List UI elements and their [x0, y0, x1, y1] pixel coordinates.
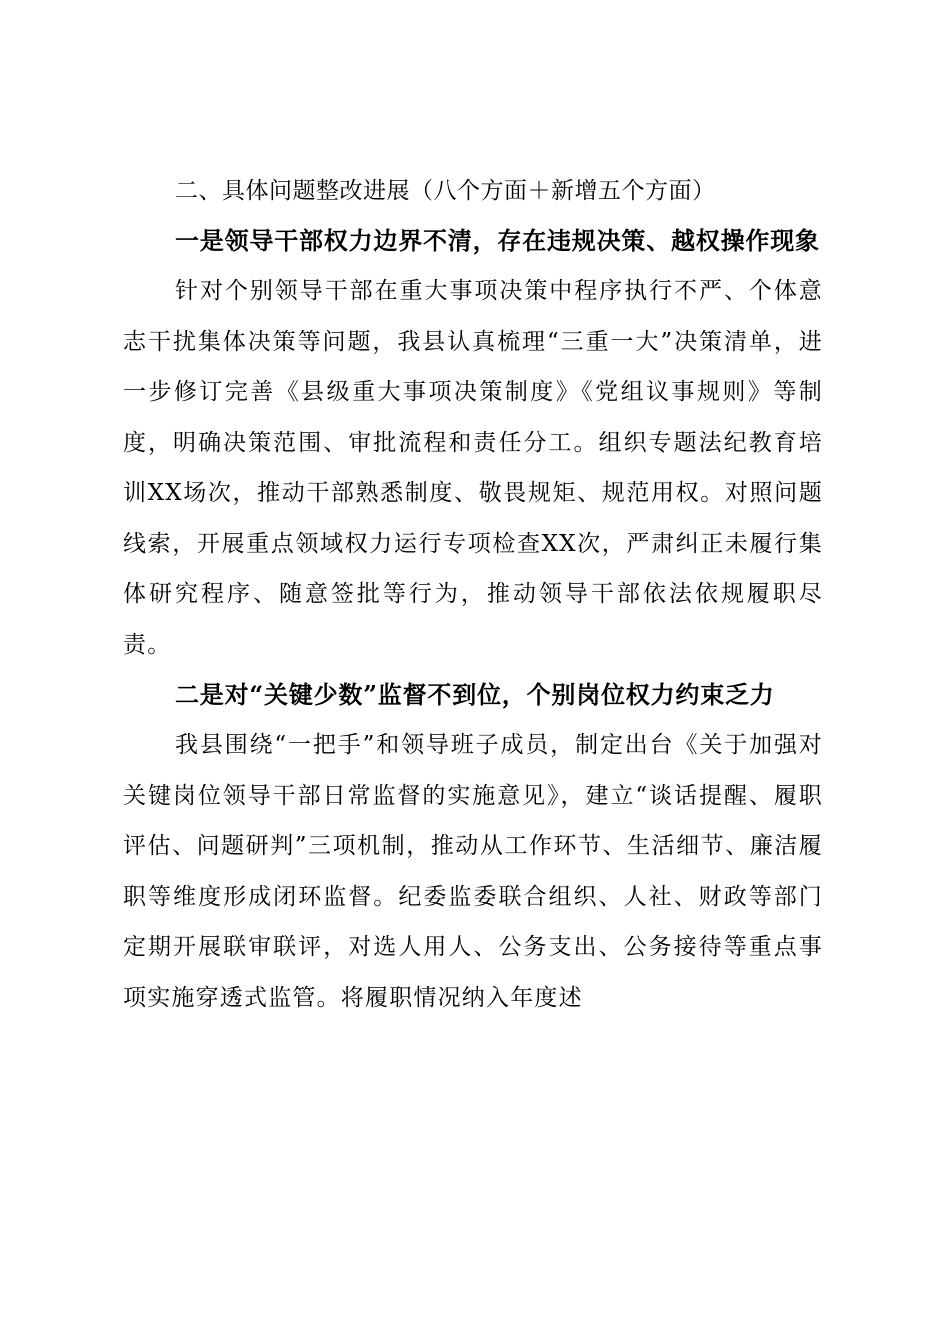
item-paragraph-1: 针对个别领导干部在重大事项决策中程序执行不严、个体意志干扰集体决策等问题，我县认真梳理“三重一大”决策清单，进一步修订完善《县级重大事项决策制度》《党组议事规则》等制度，明确决策范围、审批流程和责任分工。组织专题法纪教育培训XX场次，推动干部熟悉制度、敬畏规矩、规范用权。对照问题线索，开展重点领域权力运行专项检查XX次，严肃纠正未履行集体研究程序、随意签批等行为，推动领导干部依法依规履职尽责。	[123, 278, 823, 658]
item-heading-1: 一是领导干部权力边界不清，存在违规决策、越权操作现象	[175, 226, 820, 255]
document-body	[123, 166, 823, 1023]
item-paragraph-2: 我县围绕“一把手”和领导班子成员，制定出台《关于加强对关键岗位领导干部日常监督的实施意见》，建立“谈话提醒、履职评估、问题研判”三项机制，推动从工作环节、生活细节、廉洁履职等维度形成闭环监督。纪委监委联合组织、人社、财政等部门定期开展联审联评，对选人用人、公务支出、公务接待等重点事项实施穿透式监管。将履职情况纳入年度述	[123, 732, 823, 1011]
item-heading-2: 二是对“关键少数”监督不到位，个别岗位权力约束乏力	[175, 680, 775, 709]
section-title: 二、具体问题整改进展（八个方面＋新增五个方面）	[175, 178, 716, 204]
